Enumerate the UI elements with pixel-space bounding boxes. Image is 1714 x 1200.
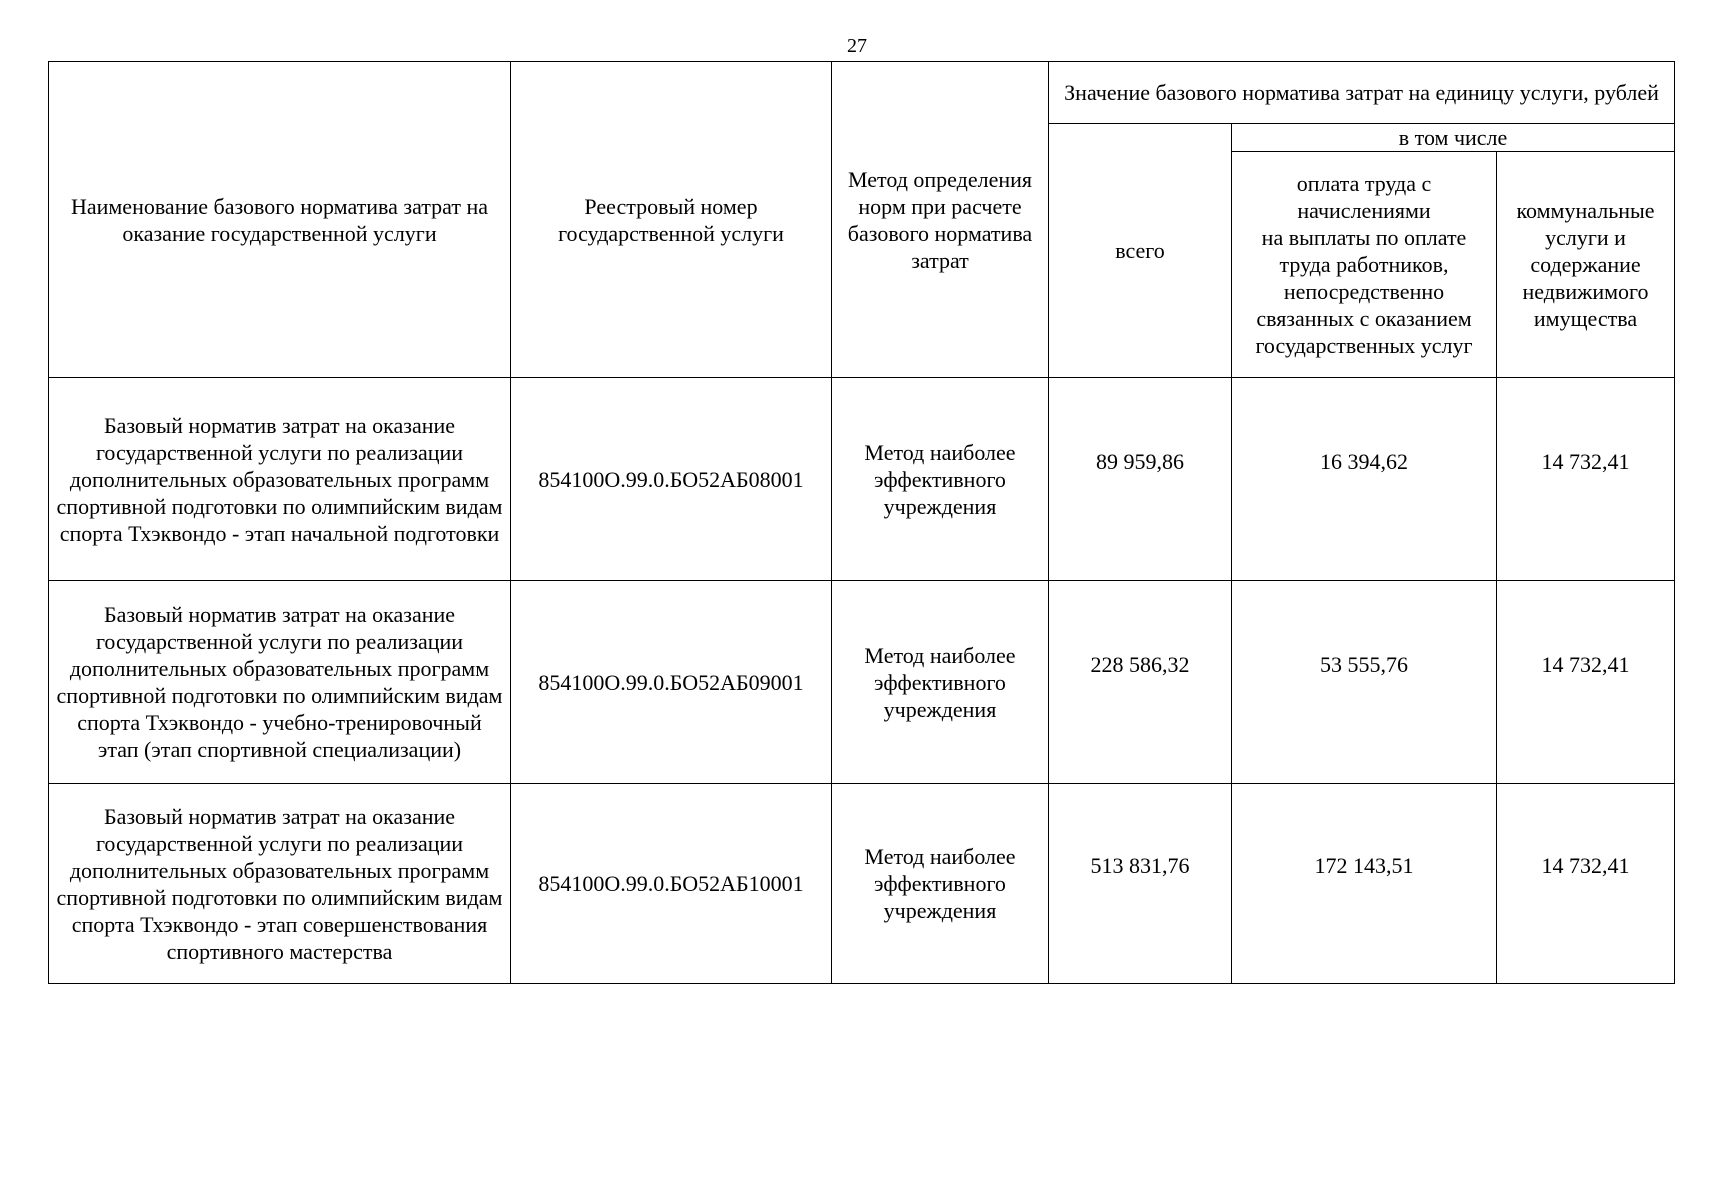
header-method: Метод определения норм при расчете базового норматива затрат — [832, 62, 1049, 378]
row-total-value: 513 831,76 — [1090, 853, 1190, 878]
header-labor: оплата труда с начислениями на выплаты по оплате труда работников, непосредственно связанных с оказанием государственных услуг — [1232, 152, 1497, 378]
row-name: Базовый норматив затрат на оказание государственной услуги по реализации дополнительных образовательных программ спортивной подготовки по олимпийским видам спорта Тхэквондо - этап совершенствования спортивного мастерства — [49, 784, 511, 984]
row-total-value: 89 959,86 — [1096, 448, 1184, 474]
table-row — [49, 378, 1675, 581]
row-total — [1049, 581, 1232, 784]
row-labor — [1232, 784, 1497, 984]
row-name: Базовый норматив затрат на оказание государственной услуги по реализации дополнительных образовательных программ спортивной подготовки по олимпийским видам спорта Тхэквондо - этап начальной подготовки — [49, 378, 511, 581]
row-registry-number: 854100О.99.0.БО52АБ08001 — [511, 378, 832, 581]
header-utilities: коммунальные услуги и содержание недвижимого имущества — [1497, 152, 1675, 378]
row-method: Метод наиболее эффективного учреждения — [832, 378, 1049, 581]
row-total-value: 228 586,32 — [1090, 651, 1190, 677]
header-registry-number: Реестровый номер государственной услуги — [511, 62, 832, 378]
header-name: Наименование базового норматива затрат на оказание государственной услуги — [49, 62, 511, 378]
norm-table — [48, 61, 1675, 984]
header-including: в том числе — [1232, 124, 1675, 152]
row-labor-value: 172 143,51 — [1314, 853, 1414, 878]
row-name: Базовый норматив затрат на оказание государственной услуги по реализации дополнительных образовательных программ спортивной подготовки по олимпийским видам спорта Тхэквондо - учебно-тренировочный этап (этап спортивной специализации) — [49, 581, 511, 784]
row-utilities-value: 14 732,41 — [1541, 651, 1630, 677]
header-value-group: Значение базового норматива затрат на единицу услуги, рублей — [1049, 62, 1675, 124]
row-labor — [1232, 581, 1497, 784]
row-total — [1049, 378, 1232, 581]
row-method: Метод наиболее эффективного учреждения — [832, 784, 1049, 984]
row-registry-number: 854100О.99.0.БО52АБ10001 — [511, 784, 832, 984]
row-labor-value: 16 394,62 — [1320, 448, 1408, 474]
row-total — [1049, 784, 1232, 984]
row-labor — [1232, 378, 1497, 581]
row-labor-value: 53 555,76 — [1320, 651, 1408, 677]
row-method: Метод наиболее эффективного учреждения — [832, 581, 1049, 784]
table-row — [49, 581, 1675, 784]
row-utilities — [1497, 581, 1675, 784]
row-utilities — [1497, 784, 1675, 984]
table-row — [49, 784, 1675, 984]
row-utilities — [1497, 378, 1675, 581]
row-utilities-value: 14 732,41 — [1541, 448, 1630, 474]
row-registry-number: 854100О.99.0.БО52АБ09001 — [511, 581, 832, 784]
header-total: всего — [1049, 124, 1232, 378]
page-number: 27 — [847, 35, 867, 57]
header-row-top — [49, 62, 1675, 124]
row-utilities-value: 14 732,41 — [1541, 853, 1630, 878]
